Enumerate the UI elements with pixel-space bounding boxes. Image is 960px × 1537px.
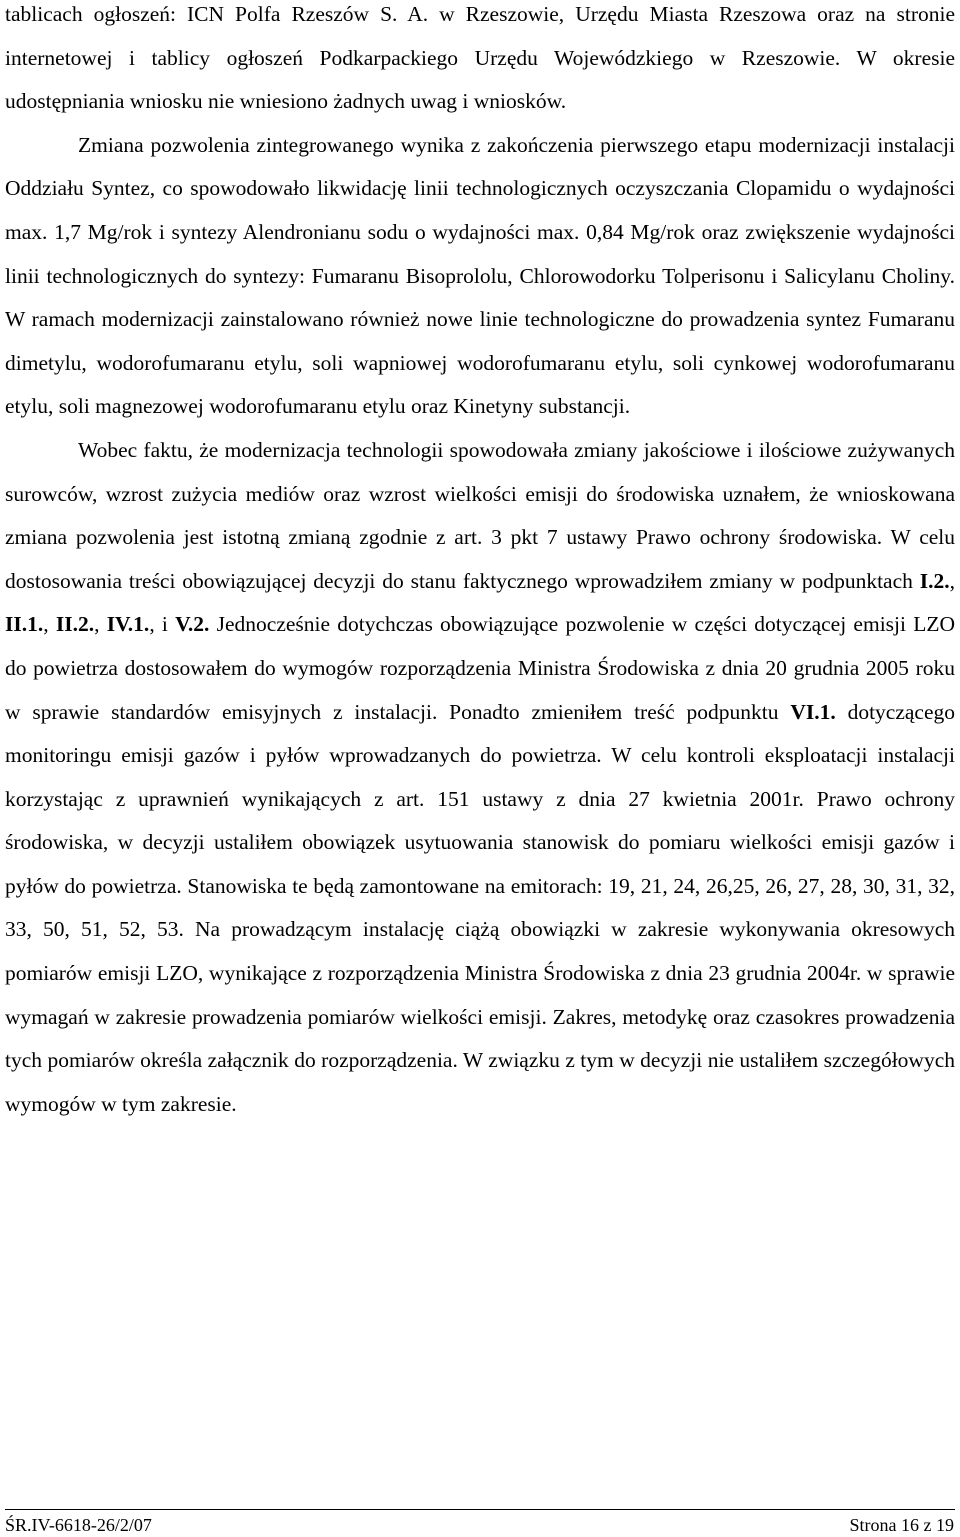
subpoint-ref: IV.1. [106,612,150,637]
separator: , [43,612,49,637]
paragraph-justification-text-a: Wobec faktu, że modernizacja technologii spowodowała zmiany jakościowe i ilościowe zużywanych surowców, wzrost zużycia mediów oraz wzrost wielkości emisji do środowiska uznałem, że wnioskowana zmiana pozwolenia jest istotną zmianą zgodnie z art. 3 pkt 7 ustawy Prawo ochrony środowiska. W celu dostosowania treści obowiązującej decyzji do stanu faktycznego wprowadziłem zmiany w podpunktach [5,437,955,593]
footer-divider [5,1509,955,1510]
subpoint-ref: VI.1. [790,699,836,724]
page-number: Strona 16 z 19 [849,1515,954,1535]
paragraph-notice [5,0,955,124]
separator: , [94,612,100,637]
paragraph-justification [5,429,955,1127]
separator: , i [149,612,168,637]
subpoint-ref: I.2. [919,568,950,593]
subpoint-ref: II.1. [5,612,44,637]
document-body [5,0,955,1126]
subpoint-ref: V.2. [175,612,210,637]
paragraph-permit-change-text: Zmiana pozwolenia zintegrowanego wynika z zakończenia pierwszego etapu modernizacji instalacji Oddziału Syntez, co spowodowało likwidację linii technologicznych oczyszczania Clopamidu o wydajności max. 1,7 Mg/rok i syntezy Alendronianu sodu o wydajności max. 0,84 Mg/rok oraz zwiększenie wydajności linii technologicznych do syntezy: Fumaranu Bisoprololu, Chlorowodorku Tolperisonu i Salicylanu Choliny. W ramach modernizacji zainstalowano również nowe linie technologiczne do prowadzenia syntez Fumaranu dimetylu, wodorofumaranu etylu, soli wapniowej wodorofumaranu etylu, soli cynkowej wodorofumaranu etylu, soli magnezowej wodorofumaranu etylu oraz Kinetyny substancji. [5,132,955,419]
case-number: ŚR.IV-6618-26/2/07 [5,1515,152,1535]
separator: , [949,568,956,593]
paragraph-justification-text-c: dotyczącego monitoringu emisji gazów i pyłów wprowadzanych do powietrza. W celu kontroli eksploatacji instalacji korzystając z uprawnień wynikających z art. 151 ustawy z dnia 27 kwietnia 2001r. Prawo ochrony środowiska, w decyzji ustaliłem obowiązek usytuowania stanowisk do pomiaru wielkości emisji gazów i pyłów do powietrza. Stanowiska te będą zamontowane na emitorach: 19, 21, 24, 26,25, 26, 27, 28, 30, 31, 32, 33, 50, 51, 52, 53. Na prowadzącym instalację ciążą obowiązki w zakresie wykonywania okresowych pomiarów emisji LZO, wynikające z rozporządzenia Ministra Środowiska z dnia 23 grudnia 2004r. w sprawie wymagań w zakresie prowadzenia pomiarów wielkości emisji. Zakres, metodykę oraz czasokres prowadzenia tych pomiarów określa załącznik do rozporządzenia. W związku z tym w decyzji nie ustaliłem szczegółowych wymogów w tym zakresie. [5,699,956,1116]
subpoint-ref: II.2. [55,612,95,637]
paragraph-notice-text: tablicach ogłoszeń: ICN Polfa Rzeszów S. A. w Rzeszowie, Urzędu Miasta Rzeszowa oraz na stronie internetowej i tablicy ogłoszeń Podkarpackiego Urzędu Wojewódzkiego w Rzeszowie. W okresie udostępniania wniosku nie wniesiono żadnych uwag i wniosków. [5,2,955,114]
paragraph-justification-text-b: Jednocześnie dotychczas obowiązujące pozwolenie w części dotyczącej emisji LZO do powietrza dostosowałem do wymogów rozporządzenia Ministra Środowiska z dnia 20 grudnia 2005 roku w sprawie standardów emisyjnych z instalacji. Ponadto zmieniłem treść podpunktu [5,612,956,724]
paragraph-permit-change [5,124,955,429]
